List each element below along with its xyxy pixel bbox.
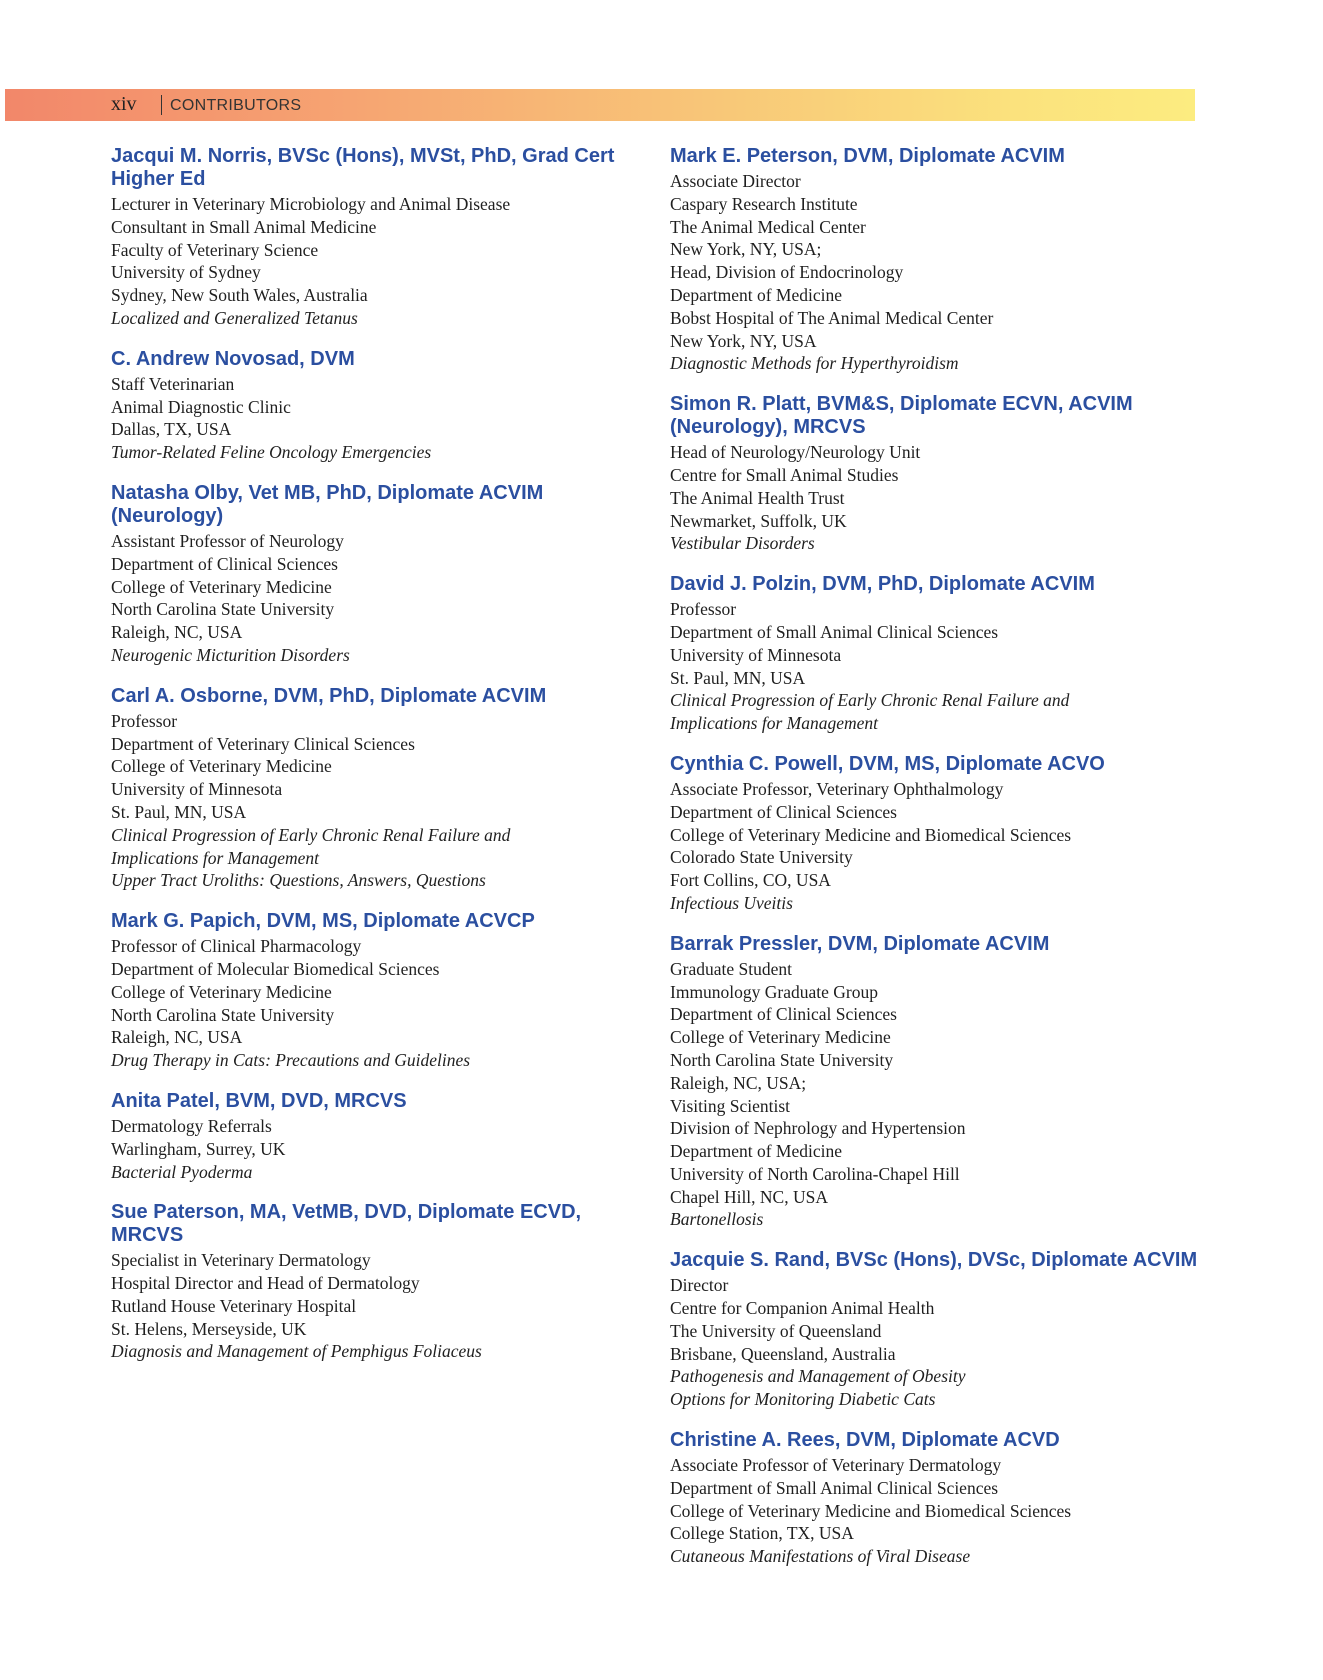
chapter-title: Bartonellosis: [670, 1209, 764, 1230]
chapter-title: Upper Tract Uroliths: Questions, Answers, Questions: [111, 870, 486, 891]
affiliation-line: Dallas, TX, USA: [111, 419, 232, 440]
affiliation-line: New York, NY, USA: [670, 330, 817, 351]
contributor-entry: [670, 1249, 1210, 1411]
contributor-entry: [670, 393, 1210, 555]
contributor-name: Natasha Olby, Vet MB, PhD, Diplomate ACVIM (Neurology): [111, 481, 544, 527]
contributor-entry: [111, 145, 651, 330]
chapter-title: Pathogenesis and Management of Obesity: [670, 1366, 966, 1387]
affiliation-line: College of Veterinary Medicine: [670, 1027, 891, 1048]
contributor-name: Jacqui M. Norris, BVSc (Hons), MVSt, PhD, Grad Cert Higher Ed: [111, 145, 615, 190]
affiliation-line: North Carolina State University: [111, 599, 335, 620]
contributor-name: Barrak Pressler, DVM, Diplomate ACVIM: [670, 932, 1050, 955]
chapter-title: Localized and Generalized Tetanus: [111, 307, 358, 328]
contributor-name: Jacquie S. Rand, BVSc (Hons), DVSc, Diplomate ACVIM: [670, 1249, 1198, 1272]
affiliation-line: Faculty of Veterinary Science: [111, 239, 319, 260]
affiliation-line: Professor of Clinical Pharmacology: [111, 936, 362, 957]
contributor-entry: [670, 753, 1210, 915]
contributor-entry: [111, 1201, 651, 1363]
affiliation-line: College of Veterinary Medicine and Biomedical Sciences: [670, 824, 1072, 845]
contributor-name: Christine A. Rees, DVM, Diplomate ACVD: [670, 1429, 1060, 1452]
affiliation-line: Raleigh, NC, USA: [111, 1027, 243, 1048]
contributor-entry: [111, 910, 651, 1072]
affiliation-line: Sydney, New South Wales, Australia: [111, 285, 368, 306]
affiliation-line: Lecturer in Veterinary Microbiology and Animal Disease: [111, 194, 511, 214]
chapter-title: Clinical Progression of Early Chronic Renal Failure and: [111, 824, 511, 845]
affiliation-line: Raleigh, NC, USA: [111, 622, 243, 643]
contributor-name: Anita Patel, BVM, DVD, MRCVS: [111, 1089, 407, 1112]
affiliation-line: The Animal Health Trust: [670, 487, 845, 508]
affiliation-line: Assistant Professor of Neurology: [111, 530, 344, 551]
chapter-title: Tumor-Related Feline Oncology Emergencies: [111, 442, 432, 463]
contributor-entry: [111, 482, 651, 667]
affiliation-line: St. Paul, MN, USA: [670, 667, 806, 688]
contributor-entry: [111, 1090, 651, 1183]
contributor-name: Cynthia C. Powell, DVM, MS, Diplomate ACVO: [670, 752, 1105, 775]
affiliation-line: Associate Professor, Veterinary Ophthalmology: [670, 778, 1004, 799]
affiliation-line: Head, Division of Endocrinology: [670, 262, 904, 283]
affiliation-line: Department of Molecular Biomedical Sciences: [111, 958, 440, 979]
affiliation-line: College of Veterinary Medicine: [111, 756, 332, 777]
affiliation-line: Brisbane, Queensland, Australia: [670, 1343, 896, 1364]
affiliation-line: Division of Nephrology and Hypertension: [670, 1118, 966, 1139]
left-column: [111, 145, 651, 1381]
affiliation-line: College Station, TX, USA: [670, 1523, 854, 1544]
running-head: CONTRIBUTORS: [170, 97, 302, 114]
header-divider: [161, 95, 162, 115]
affiliation-line: College of Veterinary Medicine: [111, 576, 332, 597]
chapter-title: Options for Monitoring Diabetic Cats: [670, 1389, 936, 1410]
affiliation-line: Associate Director: [670, 171, 801, 191]
contributor-entry: [670, 145, 1210, 375]
affiliation-line: University of Minnesota: [670, 644, 842, 665]
affiliation-line: Animal Diagnostic Clinic: [111, 396, 291, 417]
affiliation-line: Warlingham, Surrey, UK: [111, 1138, 286, 1159]
page-number: xiv: [111, 93, 137, 115]
affiliation-line: Chapel Hill, NC, USA: [670, 1186, 828, 1207]
affiliation-line: Department of Veterinary Clinical Sciences: [111, 733, 415, 754]
chapter-title: Diagnostic Methods for Hyperthyroidism: [670, 353, 959, 374]
affiliation-line: Dermatology Referrals: [111, 1115, 272, 1136]
affiliation-line: Raleigh, NC, USA;: [670, 1072, 807, 1093]
contributor-entry: [111, 685, 651, 892]
chapter-title: Diagnosis and Management of Pemphigus Foliaceus: [111, 1341, 482, 1362]
affiliation-line: University of North Carolina-Chapel Hill: [670, 1163, 960, 1184]
contributor-name: Simon R. Platt, BVM&S, Diplomate ECVN, ACVIM (Neurology), MRCVS: [670, 393, 1133, 439]
affiliation-line: Director: [670, 1275, 729, 1296]
contributor-name: Carl A. Osborne, DVM, PhD, Diplomate ACVIM: [111, 684, 547, 707]
affiliation-line: Centre for Companion Animal Health: [670, 1298, 935, 1319]
contributor-name: C. Andrew Novosad, DVM: [111, 347, 355, 370]
affiliation-line: University of Minnesota: [111, 779, 283, 800]
affiliation-line: Department of Small Animal Clinical Sciences: [670, 621, 999, 642]
affiliation-line: Immunology Graduate Group: [670, 981, 879, 1002]
affiliation-line: Specialist in Veterinary Dermatology: [111, 1250, 371, 1271]
affiliation-line: Department of Medicine: [670, 284, 843, 305]
affiliation-line: Graduate Student: [670, 958, 792, 979]
affiliation-line: Rutland House Veterinary Hospital: [111, 1295, 357, 1316]
affiliation-line: Department of Small Animal Clinical Sciences: [670, 1477, 999, 1498]
chapter-title: Bacterial Pyoderma: [111, 1161, 253, 1182]
contributor-entry: [670, 933, 1210, 1232]
affiliation-line: St. Helens, Merseyside, UK: [111, 1318, 307, 1339]
affiliation-line: Staff Veterinarian: [111, 373, 235, 394]
affiliation-line: Bobst Hospital of The Animal Medical Center: [670, 307, 994, 328]
affiliation-line: Associate Professor of Veterinary Dermatology: [670, 1455, 1002, 1476]
chapter-title: Clinical Progression of Early Chronic Renal Failure and: [670, 690, 1070, 711]
contributor-entry: [670, 1429, 1210, 1568]
affiliation-line: North Carolina State University: [670, 1049, 894, 1070]
chapter-title: Vestibular Disorders: [670, 533, 815, 554]
affiliation-line: Consultant in Small Animal Medicine: [111, 216, 377, 237]
contributor-entry: [670, 573, 1210, 735]
contributor-name: Sue Paterson, MA, VetMB, DVD, Diplomate ECVD, MRCVS: [111, 1201, 582, 1247]
affiliation-line: The University of Queensland: [670, 1320, 882, 1341]
affiliation-line: University of Sydney: [111, 262, 261, 283]
affiliation-line: Department of Medicine: [670, 1141, 843, 1162]
affiliation-line: College of Veterinary Medicine: [111, 981, 332, 1002]
chapter-title: Implications for Management: [670, 713, 879, 734]
contributor-name: Mark G. Papich, DVM, MS, Diplomate ACVCP: [111, 910, 535, 933]
right-column: [670, 145, 1210, 1586]
contributor-name: Mark E. Peterson, DVM, Diplomate ACVIM: [670, 145, 1065, 167]
chapter-title: Implications for Management: [111, 847, 320, 868]
affiliation-line: St. Paul, MN, USA: [111, 801, 247, 822]
affiliation-line: Department of Clinical Sciences: [670, 801, 897, 822]
affiliation-line: Hospital Director and Head of Dermatology: [111, 1273, 420, 1294]
affiliation-line: New York, NY, USA;: [670, 239, 822, 260]
affiliation-line: Department of Clinical Sciences: [111, 553, 338, 574]
affiliation-line: Department of Clinical Sciences: [670, 1004, 897, 1025]
chapter-title: Neurogenic Micturition Disorders: [111, 644, 350, 665]
affiliation-line: Head of Neurology/Neurology Unit: [670, 442, 921, 463]
affiliation-line: The Animal Medical Center: [670, 216, 866, 237]
chapter-title: Infectious Uveitis: [670, 892, 793, 913]
affiliation-line: Visiting Scientist: [670, 1095, 790, 1116]
affiliation-line: Professor: [111, 710, 178, 731]
affiliation-line: Colorado State University: [670, 847, 853, 868]
contributor-entry: [111, 348, 651, 464]
chapter-title: Cutaneous Manifestations of Viral Disease: [670, 1546, 971, 1567]
affiliation-line: Centre for Small Animal Studies: [670, 464, 899, 485]
affiliation-line: Caspary Research Institute: [670, 193, 858, 214]
affiliation-line: College of Veterinary Medicine and Biomedical Sciences: [670, 1500, 1072, 1521]
affiliation-line: Newmarket, Suffolk, UK: [670, 510, 847, 531]
affiliation-line: North Carolina State University: [111, 1004, 335, 1025]
contributor-name: David J. Polzin, DVM, PhD, Diplomate ACVIM: [670, 573, 1095, 596]
chapter-title: Drug Therapy in Cats: Precautions and Guidelines: [111, 1050, 471, 1071]
affiliation-line: Fort Collins, CO, USA: [670, 870, 831, 891]
affiliation-line: Professor: [670, 599, 737, 620]
